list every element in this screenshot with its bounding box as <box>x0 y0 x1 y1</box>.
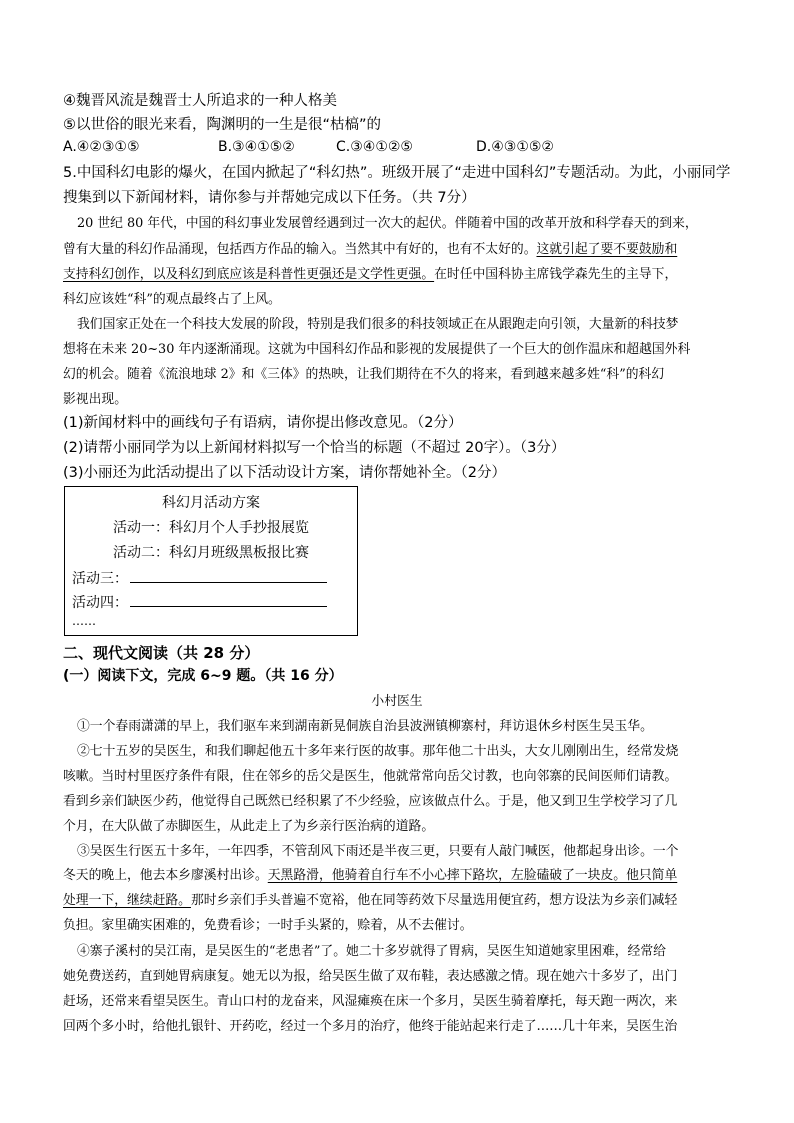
news-underlined-sentence: 这就引起了要不要鼓励和 <box>536 242 678 257</box>
story-p2-line-2: 咳嗽。当时村里医疗条件有限，住在邻乡的岳父是医生，他就常常向岳父讨教，也向邻寨的民间医师们请教。 <box>63 769 678 784</box>
plan-activity-2: 活动二：科幻月班级黑板报比赛 <box>113 545 309 561</box>
plan-activity-1: 活动一：科幻月个人手抄报展览 <box>113 520 309 536</box>
story-title: 小村医生 <box>371 694 423 709</box>
news-text: 在时任中国科协主席钱学森先生的主导下， <box>434 267 678 282</box>
q4-option-d: D.④③①⑤② <box>476 139 554 155</box>
story-p4-line-4: 回两个多小时，给他扎银针、开药吃，经过一个多月的治疗，他终于能站起来行走了……几十年来，吴医生治 <box>63 1019 678 1034</box>
story-p3-line-2 <box>63 864 677 888</box>
section-heading: 二、现代文阅读（共 28 分） <box>63 644 260 662</box>
story-p3-line-1: ③吴医生行医五十多年，一年四季，不管刮风下雨还是半夜三更，只要有人敲门喊医，他都起身出诊。一个 <box>77 844 679 859</box>
plan-activity-4-label: 活动四： <box>72 595 128 611</box>
story-underlined-sentence: 处理一下，继续赶路。 <box>63 893 191 908</box>
q4-option-a: A.④②③①⑤ <box>63 139 140 155</box>
story-p3-line-4: 负担。家里确实困难的，免费看诊；一时手头紧的，赊着，从不去催讨。 <box>63 918 473 933</box>
story-text: 冬天的晚上，他去本乡廖溪村出诊。 <box>63 868 268 883</box>
news-p1-line-1: 20 世纪 80 年代，中国的科幻事业发展曾经遇到过一次大的起伏。伴随着中国的改革开放和科学春天的到来， <box>77 216 698 231</box>
story-p3-line-3 <box>63 889 677 913</box>
news-text: 曾有大量的科幻作品涌现，包括西方作品的输入。当然其中有好的，也有不太好的。 <box>63 242 537 257</box>
plan-activity-3-row <box>72 568 327 588</box>
story-p2-line-3: 看到乡亲们缺医少药，他觉得自己既然已经积累了不少经验，应该做点什么。于是，他又到卫生学校学习了几 <box>63 794 678 809</box>
section-sub-heading: (一）阅读下文，完成 6~9 题。（共 16 分） <box>63 668 343 684</box>
news-p2-line-2: 想将在未来 20~30 年内逐渐涌现。这就为中国科幻作品和影视的发展提供了一个巨大的创作温床和超越国外科 <box>63 342 691 357</box>
q4-option-b: B.③④①⑤② <box>218 139 295 155</box>
plan-activity-4-row <box>72 592 327 612</box>
q4-item-4: ④魏晋风流是魏晋士人所追求的一种人格美 <box>63 93 337 109</box>
activity-plan-box <box>64 486 358 636</box>
news-p1-line-4: 科幻应该姓“科”的观点最终占了上风。 <box>63 292 281 307</box>
q5-sub-question-3: (3)小丽还为此活动提出了以下活动设计方案，请你帮她补全。（2分） <box>63 465 507 481</box>
story-text: 那时乡亲们手头普遍不宽裕，他在同等药效下尽量选用便宜药，想方设法为乡亲们减轻 <box>190 893 678 908</box>
story-p4-line-1: ④寨子溪村的吴江南，是吴医生的“老患者”了。她二十多岁就得了胃病，吴医生知道她家里困难，经常给 <box>77 944 666 959</box>
story-p4-line-3: 赶场，还常来看望吴医生。青山口村的龙奋来，风湿瘫痪在床一个多月，吴医生骑着摩托，每天跑一两次，来 <box>63 994 678 1009</box>
q5-prompt-line-1: 5.中国科幻电影的爆火，在国内掀起了“科幻热”。班级开展了“走进中国科幻”专题活动。为此，小丽同学 <box>63 165 731 181</box>
news-p2-line-1: 我们国家正处在一个科技大发展的阶段，特别是我们很多的科技领域正在从跟跑走向引领，大量新的科技梦 <box>77 317 679 332</box>
news-underlined-sentence: 支持科幻创作，以及科幻到底应该是科普性更强还是文学性更强。 <box>63 267 435 282</box>
news-p1-line-2 <box>63 238 677 262</box>
plan-activity-4-blank[interactable] <box>130 592 327 607</box>
q4-option-c: C.③④①②⑤ <box>336 139 413 155</box>
story-p2-line-4: 个月，在大队做了赤脚医生，从此走上了为乡亲行医治病的道路。 <box>63 819 435 834</box>
news-p2-line-4: 影视出现。 <box>63 392 127 407</box>
plan-activity-3-blank[interactable] <box>130 568 327 583</box>
q5-sub-question-2: (2)请帮小丽同学为以上新闻材料拟写一个恰当的标题（不超过 20字）。（3分） <box>63 440 566 456</box>
story-p1: ①一个春雨潇潇的早上，我们驱车来到湖南新晃侗族自治县波洲镇柳寨村，拜访退休乡村医生吴玉华。 <box>77 719 653 734</box>
story-underlined-sentence: 天黑路滑，他骑着自行车不小心摔下路坎，左脸磕破了一块皮。他只简单 <box>267 868 678 883</box>
news-p1-line-3 <box>63 263 677 287</box>
q5-sub-question-1: (1)新闻材料中的画线句子有语病，请你提出修改意见。（2分） <box>63 415 463 431</box>
q5-prompt-line-2: 搜集到以下新闻材料，请你参与并帮她完成以下任务。（共 7分） <box>63 190 476 206</box>
plan-more: …… <box>72 614 96 628</box>
plan-activity-3-label: 活动三： <box>72 571 128 587</box>
story-p4-line-2: 她免费送药，直到她胃病康复。她无以为报，给吴医生做了双布鞋，表达感激之情。现在她六十多岁了，出门 <box>63 969 678 984</box>
news-p2-line-3: 幻的机会。随着《流浪地球 2》和《三体》的热映，让我们期待在不久的将来，看到越来越多姓“科”的科幻 <box>63 367 665 382</box>
q4-item-5: ⑤以世俗的眼光来看，陶渊明的一生是很“枯槁”的 <box>63 117 382 133</box>
plan-title: 科幻月活动方案 <box>162 495 260 511</box>
story-p2-line-1: ②七十五岁的吴医生，和我们聊起他五十多年来行医的故事。那年他二十出头，大女儿刚刚出生，经常发烧 <box>77 744 679 759</box>
